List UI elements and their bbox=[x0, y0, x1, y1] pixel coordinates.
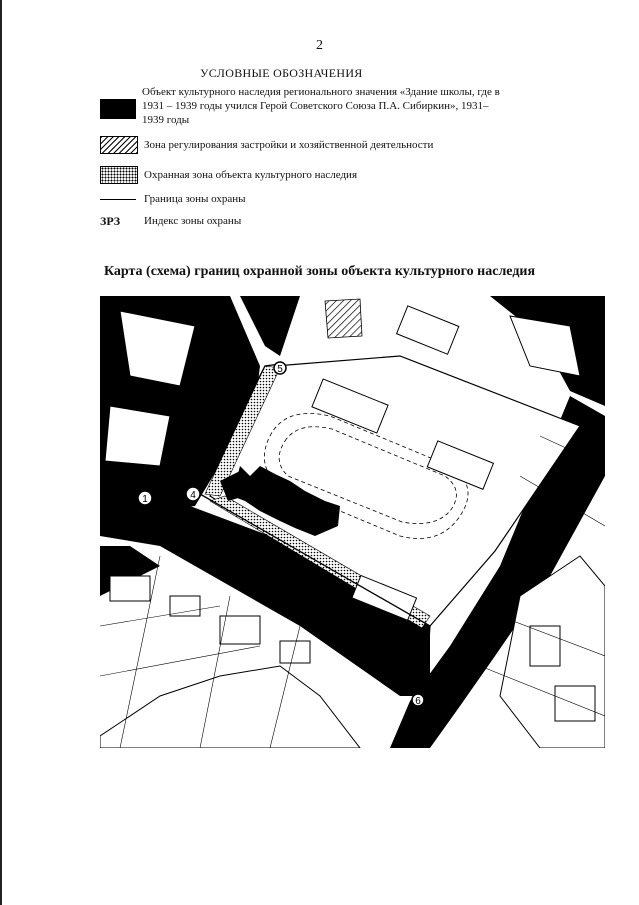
legend-item-zone-index bbox=[100, 214, 241, 229]
regulation-zone-area bbox=[325, 299, 362, 338]
legend-item-regulation-zone bbox=[100, 136, 433, 154]
legend-item-text: Индекс зоны охраны bbox=[144, 215, 242, 227]
point-label: 5 bbox=[277, 364, 283, 375]
legend-item-text: Зона регулирования застройки и хозяйственной деятельности bbox=[144, 139, 434, 151]
legend-item-zone-boundary bbox=[100, 192, 246, 206]
legend-item-text: Охранная зона объекта культурного наследия bbox=[144, 169, 358, 181]
hatch-swatch-icon bbox=[100, 136, 138, 154]
legend-item-protection-zone bbox=[100, 166, 357, 184]
map-title: Карта (схема) границ охранной зоны объекта культурного наследия bbox=[103, 264, 536, 279]
legend-item-heritage-object bbox=[100, 85, 502, 127]
legend-item-text: Объект культурного наследия регионального значения «Здание школы, где в 1931 – 1939 годы учился Герой Советского Союза П.А. Сибиркин», 1931–1939 годы bbox=[142, 86, 500, 126]
site-plan-map bbox=[100, 296, 605, 748]
zone-index-label: ЗРЗ bbox=[100, 214, 121, 228]
boundary-line-icon bbox=[100, 199, 136, 200]
legend-item-text: Граница зоны охраны bbox=[144, 193, 246, 205]
legend-title: УСЛОВНЫЕ ОБОЗНАЧЕНИЯ bbox=[200, 66, 363, 80]
map-drawing bbox=[100, 296, 605, 748]
point-label: 1 bbox=[142, 494, 148, 505]
dotted-swatch-icon bbox=[100, 166, 138, 184]
page-left-edge bbox=[0, 0, 2, 905]
page-number: 2 bbox=[316, 38, 323, 53]
solid-fill-swatch-icon bbox=[100, 99, 136, 119]
point-label: 6 bbox=[415, 696, 421, 707]
point-label: 4 bbox=[190, 490, 196, 501]
